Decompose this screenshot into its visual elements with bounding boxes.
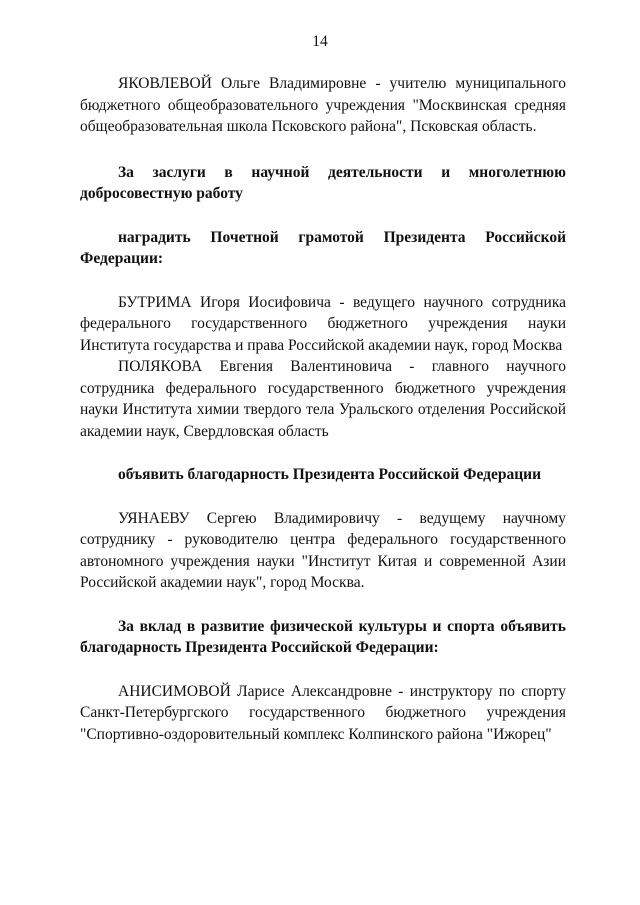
award-recipient-polyakov: ПОЛЯКОВА Евгения Валентиновича - главного научного сотрудника федерального государственного бюджетного учреждения науки Института химии твердого тела Уральского отделения Российской академии наук, Свердловская область: [80, 358, 566, 440]
section-heading-science-merit: За заслуги в научной деятельности и многолетнюю добросовестную работу: [80, 163, 566, 202]
section-heading-sport: За вклад в развитие физической культуры и спорта объявить благодарность Президента Российской Федерации:: [80, 617, 566, 656]
document-body: [80, 73, 566, 745]
award-recipient-anisimova: АНИСИМОВОЙ Ларисе Александровне - инструктору по спорту Санкт-Петербургского государственного бюджетного учреждения "Спортивно-оздоровительный комплекс Колпинского района "Ижорец": [80, 682, 566, 743]
award-recipient-butrim: БУТРИМА Игоря Иосифовича - ведущего научного сотрудника федерального государственного бюджетного учреждения науки Института государства и права Российской академии наук, город Москва: [80, 293, 566, 354]
award-heading-gratitude: объявить благодарность Президента Российской Федерации: [118, 466, 542, 483]
award-heading-certificate: наградить Почетной грамотой Президента Российской Федерации:: [80, 228, 566, 267]
award-recipient-yakovleva: ЯКОВЛЕВОЙ Ольге Владимировне - учителю муниципального бюджетного общеобразовательного учреждения "Москвинская средняя общеобразовательная школа Псковского района", Псковская область.: [80, 75, 566, 135]
award-recipient-uyanaev: УЯНАЕВУ Сергею Владимировичу - ведущему научному сотруднику - руководителю центра федерального государственного автономного учреждения науки "Институт Китая и современной Азии Российской академии наук", город Москва.: [80, 509, 566, 591]
page-number: 14: [312, 33, 328, 50]
